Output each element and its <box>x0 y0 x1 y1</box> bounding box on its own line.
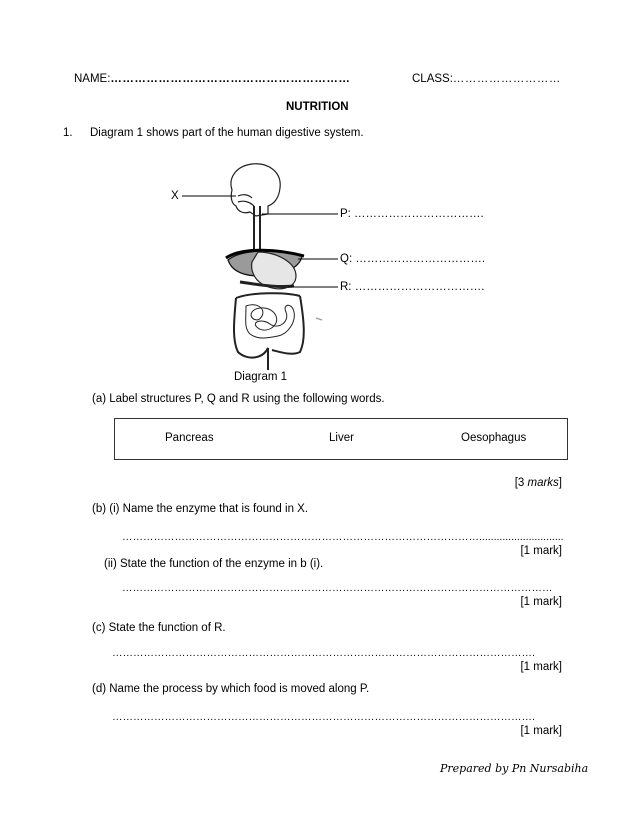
part-d-prompt: (d) Name the process by which food is moved along P. <box>92 683 370 695</box>
word-bank-box <box>114 418 568 460</box>
part-b-ii-prompt: (ii) State the function of the enzyme in b (i). <box>104 558 324 570</box>
part-a-prompt: (a) Label structures P, Q and R using the following words. <box>92 393 385 405</box>
marks-word: marks <box>527 477 559 489</box>
name-dots: …………………………………………………… <box>110 73 351 85</box>
label-x: X <box>171 190 179 202</box>
label-r: R: ……………………………. <box>340 281 485 293</box>
word-pancreas: Pancreas <box>165 432 214 444</box>
name-label: NAME: <box>74 73 111 85</box>
label-q: Q: ……………………………. <box>340 253 486 265</box>
class-dots: ……………………… <box>452 73 561 85</box>
part-c-prompt: (c) State the function of R. <box>92 622 226 634</box>
part-a-marks <box>515 477 562 489</box>
part-d-answer-line[interactable]: …………………………………………………………………………………………………………. <box>112 711 535 723</box>
part-b-prompt: (b) (i) Name the enzyme that is found in X. <box>92 503 309 515</box>
signature: Prepared by Pn Nursabiha <box>440 762 589 775</box>
question-number: 1. <box>63 127 73 139</box>
word-oesophagus: Oesophagus <box>461 432 527 444</box>
class-label: CLASS: <box>412 73 453 85</box>
part-b-ii-answer-line[interactable]: …………………………………………………………………………………………………………… <box>122 582 553 594</box>
part-d-marks: [1 mark] <box>520 725 562 737</box>
diagram-caption: Diagram 1 <box>234 371 288 383</box>
part-c-answer-line[interactable]: …………………………………………………………………………………………………………. <box>112 647 535 659</box>
marks-close: ] <box>558 477 562 489</box>
question-stem: Diagram 1 shows part of the human digestive system. <box>90 127 364 139</box>
word-liver: Liver <box>329 432 354 444</box>
label-p: P: ……………………………. <box>340 208 484 220</box>
part-b-ii-marks: [1 mark] <box>520 596 562 608</box>
part-b-answer-line[interactable]: …………………………………………………………………………………………............................. <box>122 531 564 543</box>
part-c-marks: [1 mark] <box>520 661 562 673</box>
marks-open: [3 <box>514 477 528 489</box>
page-title: NUTRITION <box>286 101 349 113</box>
part-b-i-marks: [1 mark] <box>520 545 562 557</box>
